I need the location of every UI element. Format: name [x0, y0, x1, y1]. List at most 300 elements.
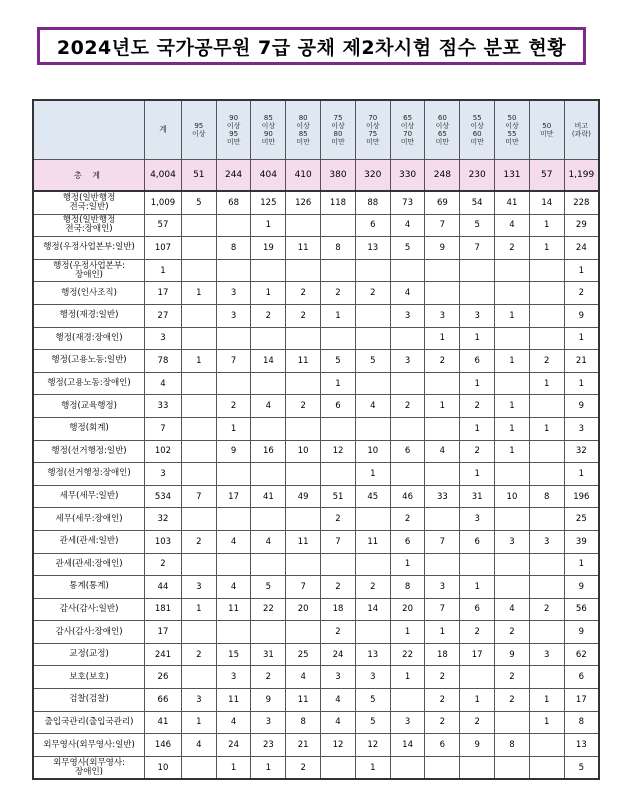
table-cell: 11 — [286, 689, 321, 712]
table-cell: 2 — [495, 621, 530, 644]
table-cell: 56 — [564, 598, 599, 621]
table-cell — [529, 666, 564, 689]
table-cell: 24 — [216, 734, 251, 757]
table-cell: 2 — [460, 621, 495, 644]
table-cell — [495, 711, 530, 734]
table-cell: 1 — [181, 282, 216, 305]
table-cell: 7 — [425, 598, 460, 621]
page-title: 2024년도 국가공무원 7급 공채 제2차시험 점수 분포 현황 — [56, 36, 567, 59]
table-cell — [181, 621, 216, 644]
table-cell: 3 — [495, 530, 530, 553]
table-cell: 5 — [355, 711, 390, 734]
table-cell: 9 — [216, 440, 251, 463]
table-cell: 1 — [216, 417, 251, 440]
table-cell: 1 — [181, 598, 216, 621]
table-cell: 4 — [216, 530, 251, 553]
table-row — [33, 214, 599, 237]
table-cell: 6 — [460, 598, 495, 621]
table-cell: 2 — [460, 440, 495, 463]
table-cell: 1 — [564, 372, 599, 395]
table-cell: 7 — [286, 576, 321, 599]
table-cell: 4 — [251, 395, 286, 418]
table-cell: 2 — [181, 643, 216, 666]
table-cell — [460, 553, 495, 576]
table-cell — [181, 463, 216, 486]
table-cell: 1 — [495, 304, 530, 327]
total-cell: 230 — [460, 160, 495, 192]
table-cell: 534 — [145, 485, 182, 508]
table-row — [33, 530, 599, 553]
table-cell: 4 — [216, 711, 251, 734]
table-row — [33, 191, 599, 214]
table-cell: 6 — [355, 214, 390, 237]
table-cell: 6 — [460, 530, 495, 553]
table-cell: 1 — [321, 304, 356, 327]
table-row — [33, 304, 599, 327]
table-row — [33, 689, 599, 712]
table-cell: 9 — [460, 734, 495, 757]
table-cell: 4 — [495, 214, 530, 237]
table-cell — [355, 372, 390, 395]
table-cell: 1 — [564, 259, 599, 282]
table-cell: 2 — [355, 576, 390, 599]
total-cell: 380 — [321, 160, 356, 192]
total-cell: 1,199 — [564, 160, 599, 192]
table-cell — [529, 756, 564, 779]
table-cell: 2 — [495, 237, 530, 260]
table-cell — [286, 259, 321, 282]
table-row — [33, 259, 599, 282]
table-cell — [529, 508, 564, 531]
table-cell — [216, 372, 251, 395]
table-cell: 54 — [460, 191, 495, 214]
table-cell: 20 — [390, 598, 425, 621]
column-header: 50 미만 — [529, 100, 564, 160]
table-cell — [529, 463, 564, 486]
table-cell: 2 — [495, 689, 530, 712]
table-cell: 7 — [425, 214, 460, 237]
table-cell: 7 — [145, 417, 182, 440]
total-cell: 57 — [529, 160, 564, 192]
table-cell: 8 — [495, 734, 530, 757]
table-cell: 7 — [425, 530, 460, 553]
table-cell: 2 — [145, 553, 182, 576]
table-cell — [529, 440, 564, 463]
table-cell — [355, 259, 390, 282]
row-label: 행정(재경:일반) — [33, 304, 145, 327]
table-cell: 49 — [286, 485, 321, 508]
table-cell: 1 — [425, 621, 460, 644]
table-cell — [181, 259, 216, 282]
table-cell: 5 — [181, 191, 216, 214]
total-cell: 410 — [286, 160, 321, 192]
table-cell: 2 — [495, 666, 530, 689]
table-cell — [321, 214, 356, 237]
table-cell: 15 — [216, 643, 251, 666]
table-cell — [425, 756, 460, 779]
table-cell: 9 — [564, 621, 599, 644]
table-cell: 3 — [145, 327, 182, 350]
row-label: 행정(고용노동:장애인) — [33, 372, 145, 395]
table-cell — [495, 508, 530, 531]
row-label: 세무(세무:장애인) — [33, 508, 145, 531]
table-cell: 8 — [321, 237, 356, 260]
table-cell — [216, 259, 251, 282]
table-cell: 1 — [529, 237, 564, 260]
table-cell — [529, 553, 564, 576]
table-cell: 5 — [390, 237, 425, 260]
table-cell: 2 — [216, 395, 251, 418]
table-cell: 2 — [321, 282, 356, 305]
table-cell: 10 — [495, 485, 530, 508]
row-label: 관세(관세:장애인) — [33, 553, 145, 576]
table-cell: 6 — [390, 440, 425, 463]
table-cell — [425, 282, 460, 305]
table-cell: 27 — [145, 304, 182, 327]
table-cell: 1 — [181, 711, 216, 734]
table-cell: 9 — [251, 689, 286, 712]
table-cell: 2 — [321, 621, 356, 644]
table-cell — [390, 463, 425, 486]
table-cell: 24 — [321, 643, 356, 666]
row-label: 외무영사(외무영사: 장애인) — [33, 756, 145, 779]
table-cell — [286, 621, 321, 644]
table-cell — [216, 327, 251, 350]
total-cell: 248 — [425, 160, 460, 192]
table-cell: 1 — [495, 350, 530, 373]
total-cell: 51 — [181, 160, 216, 192]
table-cell: 9 — [495, 643, 530, 666]
table-cell: 2 — [425, 689, 460, 712]
table-cell: 11 — [286, 237, 321, 260]
table-cell — [251, 327, 286, 350]
table-cell: 1 — [425, 395, 460, 418]
table-cell: 4 — [355, 395, 390, 418]
table-cell — [251, 508, 286, 531]
table-cell — [355, 553, 390, 576]
table-cell: 17 — [145, 282, 182, 305]
table-cell: 32 — [145, 508, 182, 531]
table-cell — [529, 734, 564, 757]
table-cell: 5 — [460, 214, 495, 237]
table-cell: 1 — [529, 417, 564, 440]
table-cell: 13 — [355, 237, 390, 260]
table-cell — [390, 756, 425, 779]
table-cell: 1 — [460, 372, 495, 395]
table-cell: 4 — [425, 440, 460, 463]
table-cell: 1 — [390, 621, 425, 644]
table-cell: 12 — [321, 440, 356, 463]
table-cell: 39 — [564, 530, 599, 553]
table-row — [33, 553, 599, 576]
table-cell — [529, 576, 564, 599]
table-cell: 19 — [251, 237, 286, 260]
table-cell: 5 — [355, 350, 390, 373]
table-cell — [390, 417, 425, 440]
table-cell: 3 — [529, 643, 564, 666]
table-cell: 4 — [145, 372, 182, 395]
table-cell: 1 — [181, 350, 216, 373]
table-cell: 9 — [564, 304, 599, 327]
table-cell: 3 — [321, 666, 356, 689]
table-cell: 45 — [355, 485, 390, 508]
table-cell: 3 — [460, 508, 495, 531]
table-cell: 4 — [390, 214, 425, 237]
table-cell: 1 — [460, 327, 495, 350]
table-cell: 4 — [321, 689, 356, 712]
title-box — [37, 27, 586, 65]
table-cell: 4 — [390, 282, 425, 305]
table-cell — [321, 259, 356, 282]
table-cell: 125 — [251, 191, 286, 214]
table-cell — [425, 553, 460, 576]
row-label: 행정(회계) — [33, 417, 145, 440]
table-cell — [321, 417, 356, 440]
table-row — [33, 734, 599, 757]
table-cell: 228 — [564, 191, 599, 214]
table-cell: 2 — [251, 666, 286, 689]
table-cell: 181 — [145, 598, 182, 621]
table-cell: 6 — [564, 666, 599, 689]
table-cell: 2 — [564, 282, 599, 305]
table-cell — [529, 395, 564, 418]
table-cell: 1 — [321, 372, 356, 395]
table-row — [33, 372, 599, 395]
table-cell: 17 — [460, 643, 495, 666]
column-header: 80 이상 85 미만 — [286, 100, 321, 160]
table-cell: 2 — [321, 576, 356, 599]
table-row — [33, 417, 599, 440]
table-cell: 33 — [145, 395, 182, 418]
table-cell — [495, 372, 530, 395]
table-cell: 1 — [529, 372, 564, 395]
table-cell: 1 — [145, 259, 182, 282]
row-label: 관세(관세:일반) — [33, 530, 145, 553]
column-header: 70 이상 75 미만 — [355, 100, 390, 160]
table-cell — [529, 327, 564, 350]
table-cell: 3 — [216, 666, 251, 689]
table-cell — [390, 372, 425, 395]
table-cell: 68 — [216, 191, 251, 214]
table-cell — [181, 304, 216, 327]
table-cell — [181, 214, 216, 237]
table-cell — [460, 756, 495, 779]
table-cell: 103 — [145, 530, 182, 553]
table-cell — [460, 259, 495, 282]
table-cell: 8 — [564, 711, 599, 734]
table-cell: 10 — [145, 756, 182, 779]
table-cell: 2 — [460, 395, 495, 418]
table-cell — [390, 259, 425, 282]
table-cell: 2 — [181, 530, 216, 553]
total-cell: 244 — [216, 160, 251, 192]
row-label: 행정(고용노동:일반) — [33, 350, 145, 373]
table-cell — [355, 508, 390, 531]
row-label: 검찰(검찰) — [33, 689, 145, 712]
table-cell — [286, 417, 321, 440]
row-label: 세무(세무:일반) — [33, 485, 145, 508]
table-cell: 25 — [286, 643, 321, 666]
table-cell — [529, 282, 564, 305]
table-row — [33, 508, 599, 531]
table-cell: 5 — [564, 756, 599, 779]
table-cell — [529, 621, 564, 644]
table-cell: 7 — [181, 485, 216, 508]
table-cell: 146 — [145, 734, 182, 757]
table-cell: 3 — [390, 350, 425, 373]
table-cell: 1 — [460, 417, 495, 440]
total-cell: 330 — [390, 160, 425, 192]
table-cell: 3 — [355, 666, 390, 689]
table-row — [33, 327, 599, 350]
table-cell: 21 — [564, 350, 599, 373]
column-header: 55 이상 60 미만 — [460, 100, 495, 160]
table-cell: 17 — [145, 621, 182, 644]
table-cell: 6 — [321, 395, 356, 418]
table-cell: 10 — [355, 440, 390, 463]
table-cell: 9 — [425, 237, 460, 260]
table-cell — [390, 689, 425, 712]
table-cell: 18 — [321, 598, 356, 621]
row-label: 감사(감사:일반) — [33, 598, 145, 621]
table-row — [33, 237, 599, 260]
table-cell: 88 — [355, 191, 390, 214]
table-row — [33, 643, 599, 666]
row-label: 행정(일반행정 전국:장애인) — [33, 214, 145, 237]
table-cell: 57 — [145, 214, 182, 237]
table-cell — [251, 372, 286, 395]
table-cell — [425, 259, 460, 282]
table-cell — [286, 508, 321, 531]
table-cell — [286, 327, 321, 350]
table-cell — [495, 463, 530, 486]
table-cell — [216, 553, 251, 576]
row-label: 출입국관리(출입국관리) — [33, 711, 145, 734]
row-label: 행정(우정사업본부:일반) — [33, 237, 145, 260]
column-header: 75 이상 80 미만 — [321, 100, 356, 160]
table-cell: 2 — [390, 395, 425, 418]
table-cell: 7 — [321, 530, 356, 553]
table-cell: 41 — [145, 711, 182, 734]
table-cell: 8 — [390, 576, 425, 599]
table-cell: 2 — [321, 508, 356, 531]
row-label: 행정(재경:장애인) — [33, 327, 145, 350]
table-cell: 2 — [529, 350, 564, 373]
table-cell — [251, 417, 286, 440]
table-cell: 3 — [390, 711, 425, 734]
table-cell: 41 — [251, 485, 286, 508]
column-header: 95 이상 — [181, 100, 216, 160]
total-row — [33, 160, 599, 192]
table-cell: 2 — [355, 282, 390, 305]
table-cell: 1 — [251, 214, 286, 237]
table-row — [33, 621, 599, 644]
table-cell: 2 — [390, 508, 425, 531]
table-cell: 118 — [321, 191, 356, 214]
table-cell: 46 — [390, 485, 425, 508]
table-cell — [495, 553, 530, 576]
table-cell — [321, 327, 356, 350]
table-cell — [181, 395, 216, 418]
table-cell — [425, 372, 460, 395]
table-cell: 102 — [145, 440, 182, 463]
table-cell: 241 — [145, 643, 182, 666]
table-cell — [390, 327, 425, 350]
table-cell: 78 — [145, 350, 182, 373]
row-label: 행정(인사조직) — [33, 282, 145, 305]
table-cell — [355, 621, 390, 644]
table-cell: 24 — [564, 237, 599, 260]
table-row — [33, 282, 599, 305]
table-cell: 1 — [495, 440, 530, 463]
table-cell: 4 — [286, 666, 321, 689]
row-label: 보호(보호) — [33, 666, 145, 689]
table-row — [33, 485, 599, 508]
table-cell: 11 — [286, 530, 321, 553]
table-cell: 7 — [216, 350, 251, 373]
column-header: 50 이상 55 미만 — [495, 100, 530, 160]
table-cell: 1 — [425, 327, 460, 350]
table-cell: 2 — [529, 598, 564, 621]
column-header: 60 이상 65 미만 — [425, 100, 460, 160]
table-cell: 1 — [216, 756, 251, 779]
table-cell: 14 — [390, 734, 425, 757]
table-cell: 16 — [251, 440, 286, 463]
table-cell: 18 — [425, 643, 460, 666]
table-cell — [355, 304, 390, 327]
table-cell — [181, 417, 216, 440]
table-cell: 1 — [460, 576, 495, 599]
row-label: 통계(통계) — [33, 576, 145, 599]
table-cell: 13 — [564, 734, 599, 757]
table-cell: 66 — [145, 689, 182, 712]
table-cell: 11 — [286, 350, 321, 373]
row-label: 외무영사(외무영사:일반) — [33, 734, 145, 757]
table-cell: 126 — [286, 191, 321, 214]
table-cell: 32 — [564, 440, 599, 463]
table-cell: 11 — [355, 530, 390, 553]
table-cell — [495, 576, 530, 599]
table-cell: 4 — [181, 734, 216, 757]
table-cell: 2 — [286, 282, 321, 305]
table-cell: 196 — [564, 485, 599, 508]
total-label: 총 계 — [33, 160, 145, 192]
column-header: 계 — [145, 100, 182, 160]
table-cell — [460, 282, 495, 305]
row-label: 행정(우정사업본부: 장애인) — [33, 259, 145, 282]
table-cell: 8 — [529, 485, 564, 508]
table-cell: 62 — [564, 643, 599, 666]
table-cell — [529, 304, 564, 327]
table-cell: 12 — [355, 734, 390, 757]
table-row — [33, 756, 599, 779]
table-cell: 8 — [216, 237, 251, 260]
table-cell — [286, 372, 321, 395]
table-cell: 5 — [355, 689, 390, 712]
table-row — [33, 463, 599, 486]
table-cell — [251, 621, 286, 644]
table-cell: 107 — [145, 237, 182, 260]
table-cell: 2 — [286, 756, 321, 779]
table-cell: 3 — [425, 576, 460, 599]
table-row — [33, 711, 599, 734]
table-cell: 9 — [564, 395, 599, 418]
table-cell: 3 — [216, 282, 251, 305]
table-cell — [251, 463, 286, 486]
table-cell: 5 — [251, 576, 286, 599]
table-cell: 3 — [460, 304, 495, 327]
table-cell — [181, 327, 216, 350]
